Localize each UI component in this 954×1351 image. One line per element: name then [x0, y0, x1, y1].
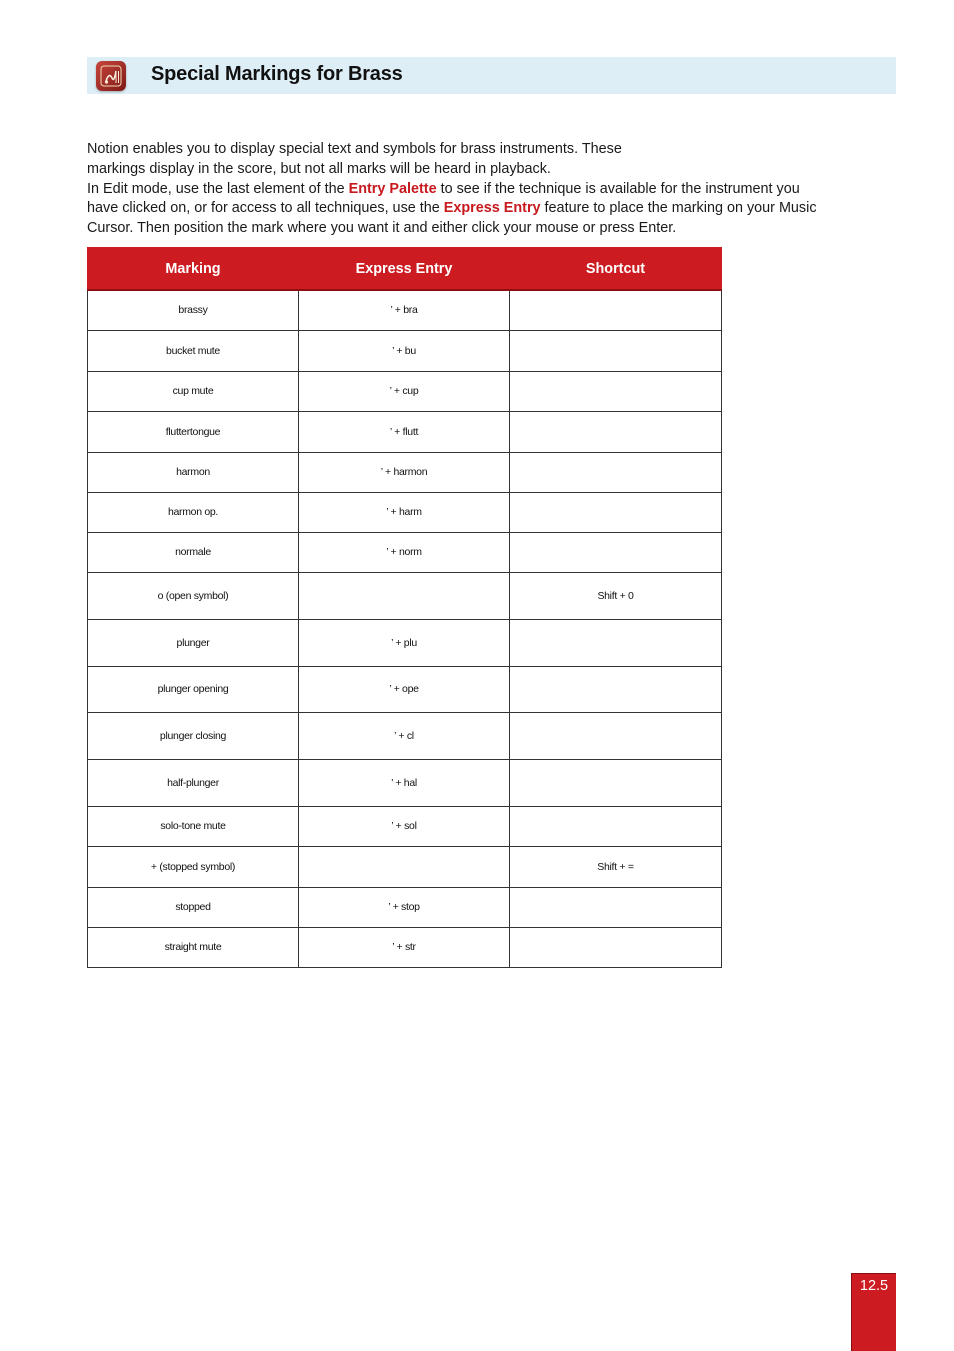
- marking-cell: plunger opening: [88, 666, 299, 712]
- express-entry-cell: ’ + flutt: [299, 411, 510, 452]
- intro-text-segment: to see if the technique is available for the instrument you have clicked on, or for access to all techniques, use the: [87, 180, 800, 217]
- shortcut-cell: [510, 532, 722, 572]
- table-header-row: [88, 248, 722, 291]
- intro-paragraph-2: [87, 180, 827, 239]
- marking-cell: bucket mute: [88, 330, 299, 371]
- table-row: [88, 806, 722, 846]
- table-row: [88, 887, 722, 927]
- table-row: [88, 290, 722, 330]
- express-entry-cell: ’ + harmon: [299, 452, 510, 492]
- column-header-express-entry: Express Entry: [299, 248, 510, 291]
- marking-cell: normale: [88, 532, 299, 572]
- marking-cell: fluttertongue: [88, 411, 299, 452]
- express-entry-term: Express Entry: [443, 200, 541, 217]
- shortcut-cell: [510, 330, 722, 371]
- table-row: [88, 712, 722, 759]
- marking-cell: harmon: [88, 452, 299, 492]
- shortcut-cell: [510, 759, 722, 806]
- column-header-marking: Marking: [88, 248, 299, 291]
- page-number-tab: [851, 1273, 896, 1351]
- section-header: [87, 57, 896, 94]
- express-entry-cell: ’ + cup: [299, 371, 510, 411]
- express-entry-cell: ’ + bu: [299, 330, 510, 371]
- express-entry-cell: ’ + str: [299, 927, 510, 967]
- shortcut-cell: [510, 712, 722, 759]
- table-row: [88, 927, 722, 967]
- shortcut-cell: [510, 371, 722, 411]
- table-row: [88, 759, 722, 806]
- marking-cell: + (stopped symbol): [88, 846, 299, 887]
- express-entry-cell: ’ + harm: [299, 492, 510, 532]
- intro-text-segment: In Edit mode, use the last element of the: [87, 180, 349, 197]
- entry-palette-term: Entry Palette: [348, 180, 437, 197]
- notion-app-icon: [96, 61, 126, 91]
- shortcut-cell: [510, 619, 722, 666]
- shortcut-cell: [510, 290, 722, 330]
- intro-line-2: markings display in the score, but not all marks will be heard in playback.: [87, 160, 551, 177]
- intro-text-segment: feature to place the marking on your Music Cursor. Then position the mark where you want it and either click your mouse or press Enter.: [87, 200, 817, 237]
- express-entry-cell: ’ + sol: [299, 806, 510, 846]
- table-row: [88, 532, 722, 572]
- shortcut-cell: [510, 452, 722, 492]
- page-number: 12.5: [859, 1278, 889, 1294]
- shortcut-cell: [510, 666, 722, 712]
- express-entry-cell: ’ + stop: [299, 887, 510, 927]
- marking-cell: half-plunger: [88, 759, 299, 806]
- page-title: Special Markings for Brass: [151, 63, 403, 85]
- table-row: [88, 846, 722, 887]
- table-row: [88, 330, 722, 371]
- table-row: [88, 619, 722, 666]
- express-entry-cell: [299, 846, 510, 887]
- express-entry-cell: ’ + plu: [299, 619, 510, 666]
- intro-text: [87, 140, 827, 239]
- table-row: [88, 371, 722, 411]
- marking-cell: harmon op.: [88, 492, 299, 532]
- express-entry-cell: [299, 572, 510, 619]
- express-entry-cell: ’ + cl: [299, 712, 510, 759]
- marking-cell: brassy: [88, 290, 299, 330]
- shortcut-cell: [510, 411, 722, 452]
- table-row: [88, 452, 722, 492]
- intro-line-1: Notion enables you to display special text and symbols for brass instruments. These: [87, 141, 622, 157]
- express-entry-cell: ’ + norm: [299, 532, 510, 572]
- marking-cell: solo-tone mute: [88, 806, 299, 846]
- marking-cell: straight mute: [88, 927, 299, 967]
- shortcut-cell: Shift + 0: [510, 572, 722, 619]
- marking-cell: plunger closing: [88, 712, 299, 759]
- express-entry-cell: ’ + hal: [299, 759, 510, 806]
- marking-cell: plunger: [88, 619, 299, 666]
- marking-cell: o (open symbol): [88, 572, 299, 619]
- marking-cell: stopped: [88, 887, 299, 927]
- shortcut-cell: Shift + =: [510, 846, 722, 887]
- table-row: [88, 492, 722, 532]
- column-header-shortcut: Shortcut: [510, 248, 722, 291]
- table-row: [88, 666, 722, 712]
- express-entry-cell: ’ + bra: [299, 290, 510, 330]
- table-row: [88, 411, 722, 452]
- marking-cell: cup mute: [88, 371, 299, 411]
- express-entry-cell: ’ + ope: [299, 666, 510, 712]
- brass-markings-table: [87, 247, 722, 968]
- shortcut-cell: [510, 806, 722, 846]
- table-row: [88, 572, 722, 619]
- shortcut-cell: [510, 887, 722, 927]
- shortcut-cell: [510, 492, 722, 532]
- shortcut-cell: [510, 927, 722, 967]
